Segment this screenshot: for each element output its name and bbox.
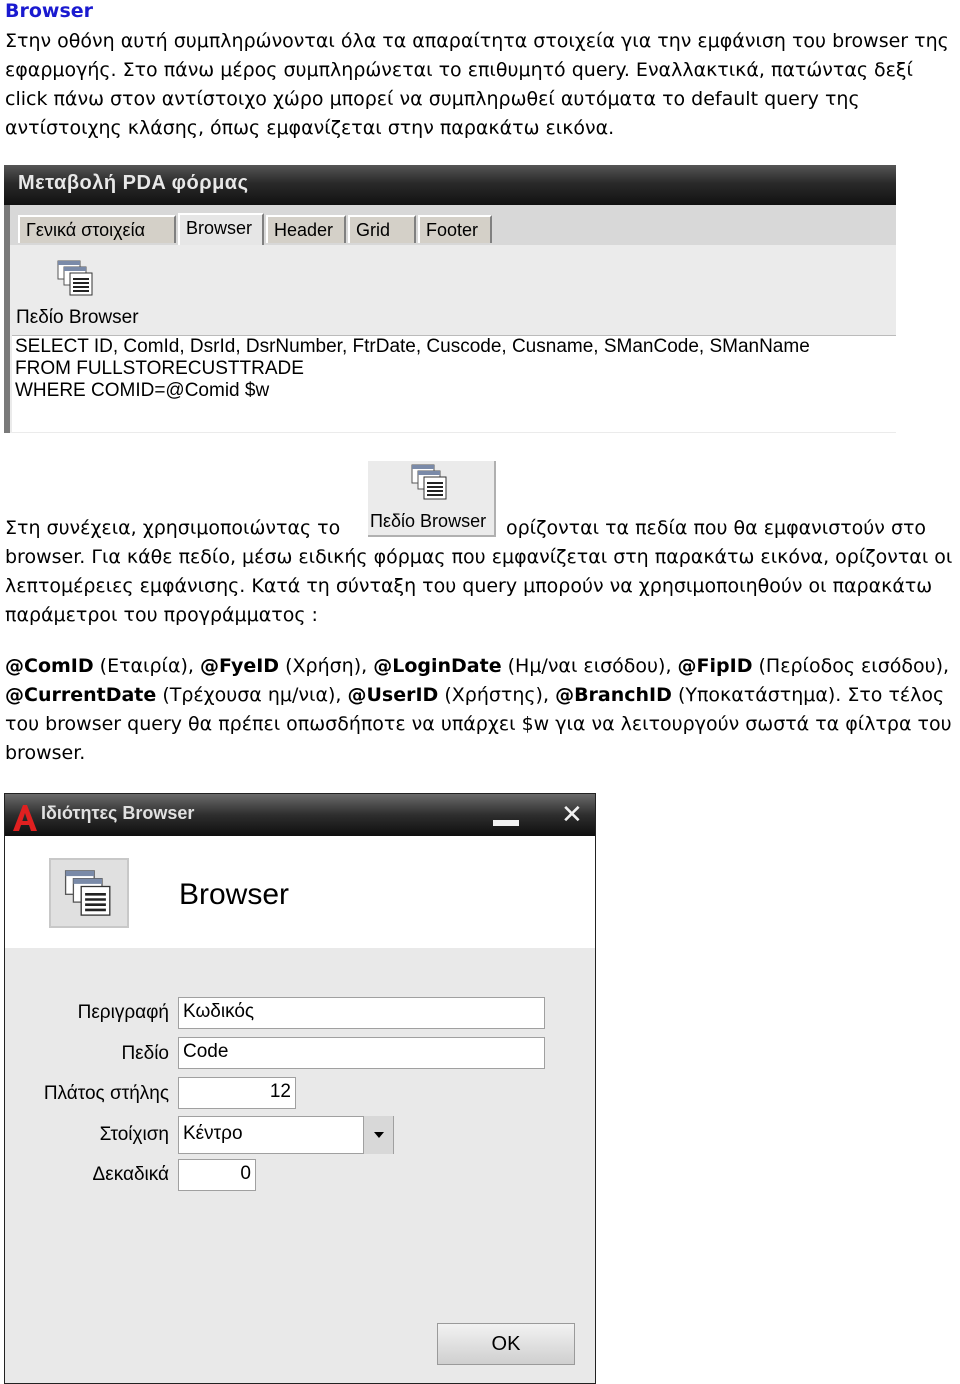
description-field[interactable]: Κωδικός bbox=[178, 997, 545, 1029]
dialog-header-title: Browser bbox=[179, 878, 290, 911]
minimize-icon[interactable] bbox=[493, 820, 519, 826]
param-logindate: @LoginDate bbox=[373, 655, 502, 677]
browser-large-icon bbox=[63, 868, 115, 918]
app-logo-icon bbox=[11, 803, 39, 833]
close-icon[interactable]: ✕ bbox=[561, 800, 583, 830]
chevron-down-icon[interactable] bbox=[363, 1116, 393, 1154]
param-desc: (Περίοδος εισόδου), bbox=[752, 655, 950, 677]
param-fyeid: @FyeID bbox=[200, 655, 280, 677]
column-width-field[interactable]: 12 bbox=[178, 1077, 296, 1109]
browser-large-icon-frame bbox=[49, 858, 129, 928]
tab-header[interactable]: Header bbox=[266, 215, 346, 243]
parameters-paragraph bbox=[5, 652, 960, 768]
field-browser-button-image bbox=[368, 461, 496, 537]
para2-after: ορίζονται τα πεδία που θα εμφανιστούν στο bbox=[506, 517, 927, 539]
param-comid: @ComID bbox=[5, 655, 94, 677]
intro-paragraph: Στην οθόνη αυτή συμπληρώνονται όλα τα απαραίτητα στοιχεία για την εμφάνιση του browser της εφαρμογής. Στο πάνω μέρος συμπληρώνεται το επιθυμητό query. Εναλλακτικά, πατώντας δεξί click πάνω στον αντίστοιχο χώρο μπορεί να συμπληρωθεί αυτόματα το default query της αντίστοιχης κλάσης, όπως εμφανίζεται στην παρακάτω εικόνα. bbox=[5, 30, 949, 139]
tab-browser[interactable]: Browser bbox=[178, 213, 264, 245]
param-desc: (Χρήση), bbox=[279, 655, 374, 677]
field-label: Πεδίο bbox=[121, 1043, 169, 1064]
param-desc: (Χρήστης), bbox=[438, 684, 556, 706]
param-desc: (Υποκατάστημα). Στο τέλος του browser query θα πρέπει οπωσδήποτε να υπάρχει $w για να λειτουργούν σωστά τα φίλτρα του browser. bbox=[5, 684, 952, 764]
query-textarea[interactable] bbox=[12, 335, 896, 432]
column-width-label: Πλάτος στήλης bbox=[43, 1083, 169, 1104]
alignment-value: Κέντρο bbox=[183, 1123, 243, 1144]
dialog-header bbox=[5, 836, 595, 948]
param-currentdate: @CurrentDate bbox=[5, 684, 157, 706]
dialog-titlebar bbox=[5, 794, 595, 836]
page-heading: Browser bbox=[5, 0, 94, 22]
tab-footer[interactable]: Footer bbox=[418, 215, 492, 243]
window-title: Μεταβολή PDA φόρμας bbox=[18, 172, 249, 194]
sql-line: FROM FULLSTORECUSTTRADE bbox=[15, 358, 304, 379]
browser-properties-dialog bbox=[4, 793, 596, 1384]
alignment-select[interactable] bbox=[178, 1116, 394, 1154]
para2-rest: browser. Για κάθε πεδίο, μέσω ειδικής φόρμας που εμφανίζεται στη παρακάτω εικόνα, ορίζονται οι λεπτομέρειες εμφάνισης. Κατά τη σύνταξη του query μπορούν να χρησιμοποιηθούν οι παρακάτω παράμετροι του προγράμματος : bbox=[5, 546, 953, 626]
sql-line: WHERE COMID=@Comid $w bbox=[15, 380, 270, 401]
tab-grid[interactable]: Grid bbox=[348, 215, 416, 243]
field-name-field[interactable]: Code bbox=[178, 1037, 545, 1069]
decimals-label: Δεκαδικά bbox=[92, 1164, 169, 1185]
param-desc: (Ημ/ναι εισόδου), bbox=[501, 655, 678, 677]
para2-before: Στη συνέχεια, χρησιμοποιώντας το bbox=[5, 517, 341, 539]
ok-button[interactable]: OK bbox=[437, 1323, 575, 1365]
dialog-title: Ιδιότητες Browser bbox=[41, 803, 195, 823]
field-browser-icon[interactable] bbox=[56, 259, 96, 297]
tab-general[interactable]: Γενικά στοιχεία bbox=[18, 215, 176, 243]
param-branchid: @BranchID bbox=[555, 684, 672, 706]
window-titlebar bbox=[4, 165, 896, 205]
field-browser-icon bbox=[410, 463, 450, 501]
field-browser-label[interactable]: Πεδίο Browser bbox=[16, 307, 139, 328]
param-userid: @UserID bbox=[347, 684, 439, 706]
tab-bar bbox=[10, 205, 896, 245]
sql-line: SELECT ID, ComId, DsrId, DsrNumber, FtrDate, Cuscode, Cusname, SManCode, SManName bbox=[15, 336, 810, 357]
alignment-label: Στοίχιση bbox=[99, 1124, 169, 1145]
param-fipid: @FipID bbox=[677, 655, 753, 677]
param-desc: (Εταιρία), bbox=[93, 655, 200, 677]
description-label: Περιγραφή bbox=[77, 1002, 169, 1023]
decimals-field[interactable]: 0 bbox=[178, 1159, 256, 1191]
pda-form-screenshot bbox=[4, 165, 896, 433]
field-browser-caption: Πεδίο Browser bbox=[370, 511, 487, 531]
param-desc: (Τρέχουσα ημ/νια), bbox=[156, 684, 348, 706]
